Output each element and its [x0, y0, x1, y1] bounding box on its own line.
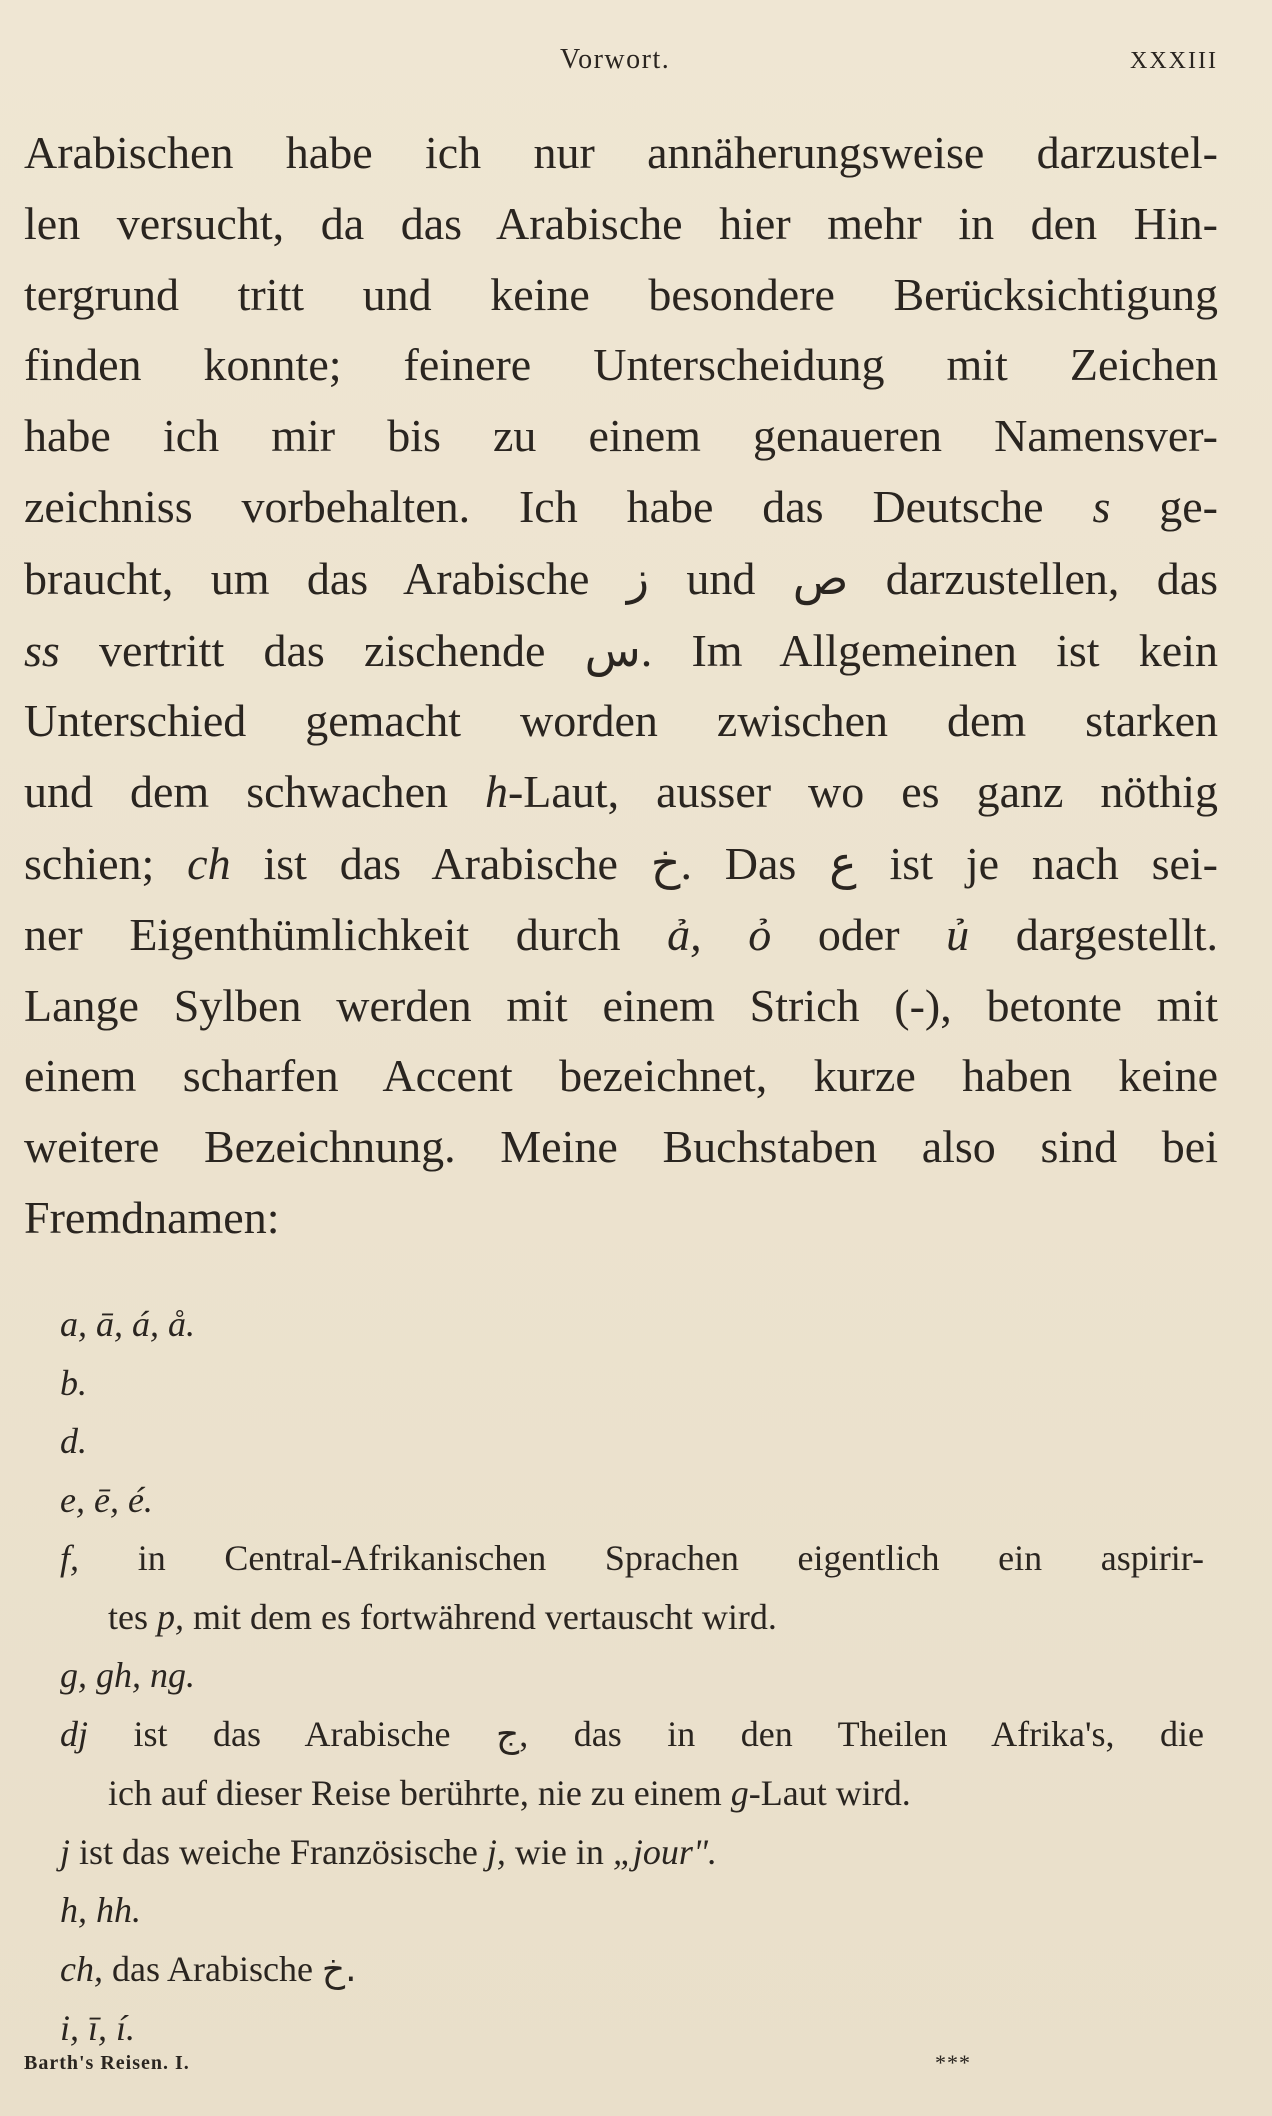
arabic-letter: س: [584, 622, 641, 677]
list-item: d.: [60, 1421, 87, 1461]
arabic-letter: ع: [829, 835, 857, 890]
signature-line: Barth's Reisen. I.: [24, 2052, 190, 2074]
text-line: braucht, um das Arabische ز und ص darzustellen, das: [24, 550, 1219, 605]
list-item: dj ist das Arabische ج, das in den Theilen Afrika's, die: [60, 1713, 1205, 1755]
running-head: Vorwort.: [560, 44, 671, 75]
list-item: e, ē, é.: [60, 1479, 153, 1520]
list-item: j ist das weiche Französische j, wie in „jour".: [60, 1831, 718, 1872]
arabic-letter: خ.: [321, 1948, 357, 1990]
arabic-letter: ج: [496, 1713, 520, 1755]
list-item: g, gh, ng.: [60, 1655, 195, 1695]
text-line: finden konnte; feinere Unterscheidung mit Zeichen: [24, 339, 1218, 391]
list-item: i, ī, í.: [60, 2008, 136, 2048]
text-line: und dem schwachen h-Laut, ausser wo es ganz nöthig: [24, 766, 1218, 818]
text-line: Arabischen habe ich nur annäherungsweise darzustel-: [24, 127, 1218, 178]
list-item: f, in Central-Afrikanischen Sprachen eigentlich ein aspirir-: [60, 1538, 1205, 1578]
text-line: schien; ch ist das Arabische خ. Das ع ist je nach sei-: [24, 835, 1218, 890]
list-item: a, ā, á, å.: [60, 1304, 195, 1344]
body-paragraph: [24, 118, 1218, 1254]
text-line: ss vertritt das zischende س. Im Allgemeinen ist kein: [24, 622, 1218, 677]
letter-list: [60, 1295, 1210, 2058]
text-line: ner Eigenthümlichkeit durch ả, ỏ oder ủ dargestellt.: [24, 908, 1219, 960]
list-item-continuation: ich auf dieser Reise berührte, nie zu einem g-Laut wird.: [108, 1773, 911, 1813]
list-item: b.: [60, 1362, 87, 1403]
text-line: Fremdnamen:: [24, 1191, 280, 1243]
list-item: ch, das Arabische خ.: [60, 1948, 357, 1990]
arabic-letter: ز: [626, 550, 650, 605]
text-line: einem scharfen Accent bezeichnet, kurze haben keine: [24, 1050, 1218, 1102]
text-line: habe ich mir bis zu einem genaueren Namensver-: [24, 410, 1218, 462]
arabic-letter: ص: [792, 550, 849, 605]
text-line: len versucht, da das Arabische hier mehr in den Hin-: [24, 197, 1218, 249]
signature-mark: ***: [935, 2050, 971, 2075]
text-line: Lange Sylben werden mit einem Strich (-), betonte mit: [24, 979, 1218, 1031]
text-line: zeichniss vorbehalten. Ich habe das Deutsche s ge-: [24, 480, 1219, 532]
list-item-continuation: tes p, mit dem es fortwährend vertauscht wird.: [108, 1596, 777, 1637]
list-item: h, hh.: [60, 1890, 141, 1930]
page-number: XXXIII: [1130, 48, 1218, 74]
text-line: Unterschied gemacht worden zwischen dem starken: [24, 695, 1218, 747]
arabic-letter: خ: [650, 835, 681, 890]
text-line: tergrund tritt und keine besondere Berücksichtigung: [24, 268, 1218, 320]
text-line: weitere Bezeichnung. Meine Buchstaben also sind bei: [24, 1121, 1218, 1173]
